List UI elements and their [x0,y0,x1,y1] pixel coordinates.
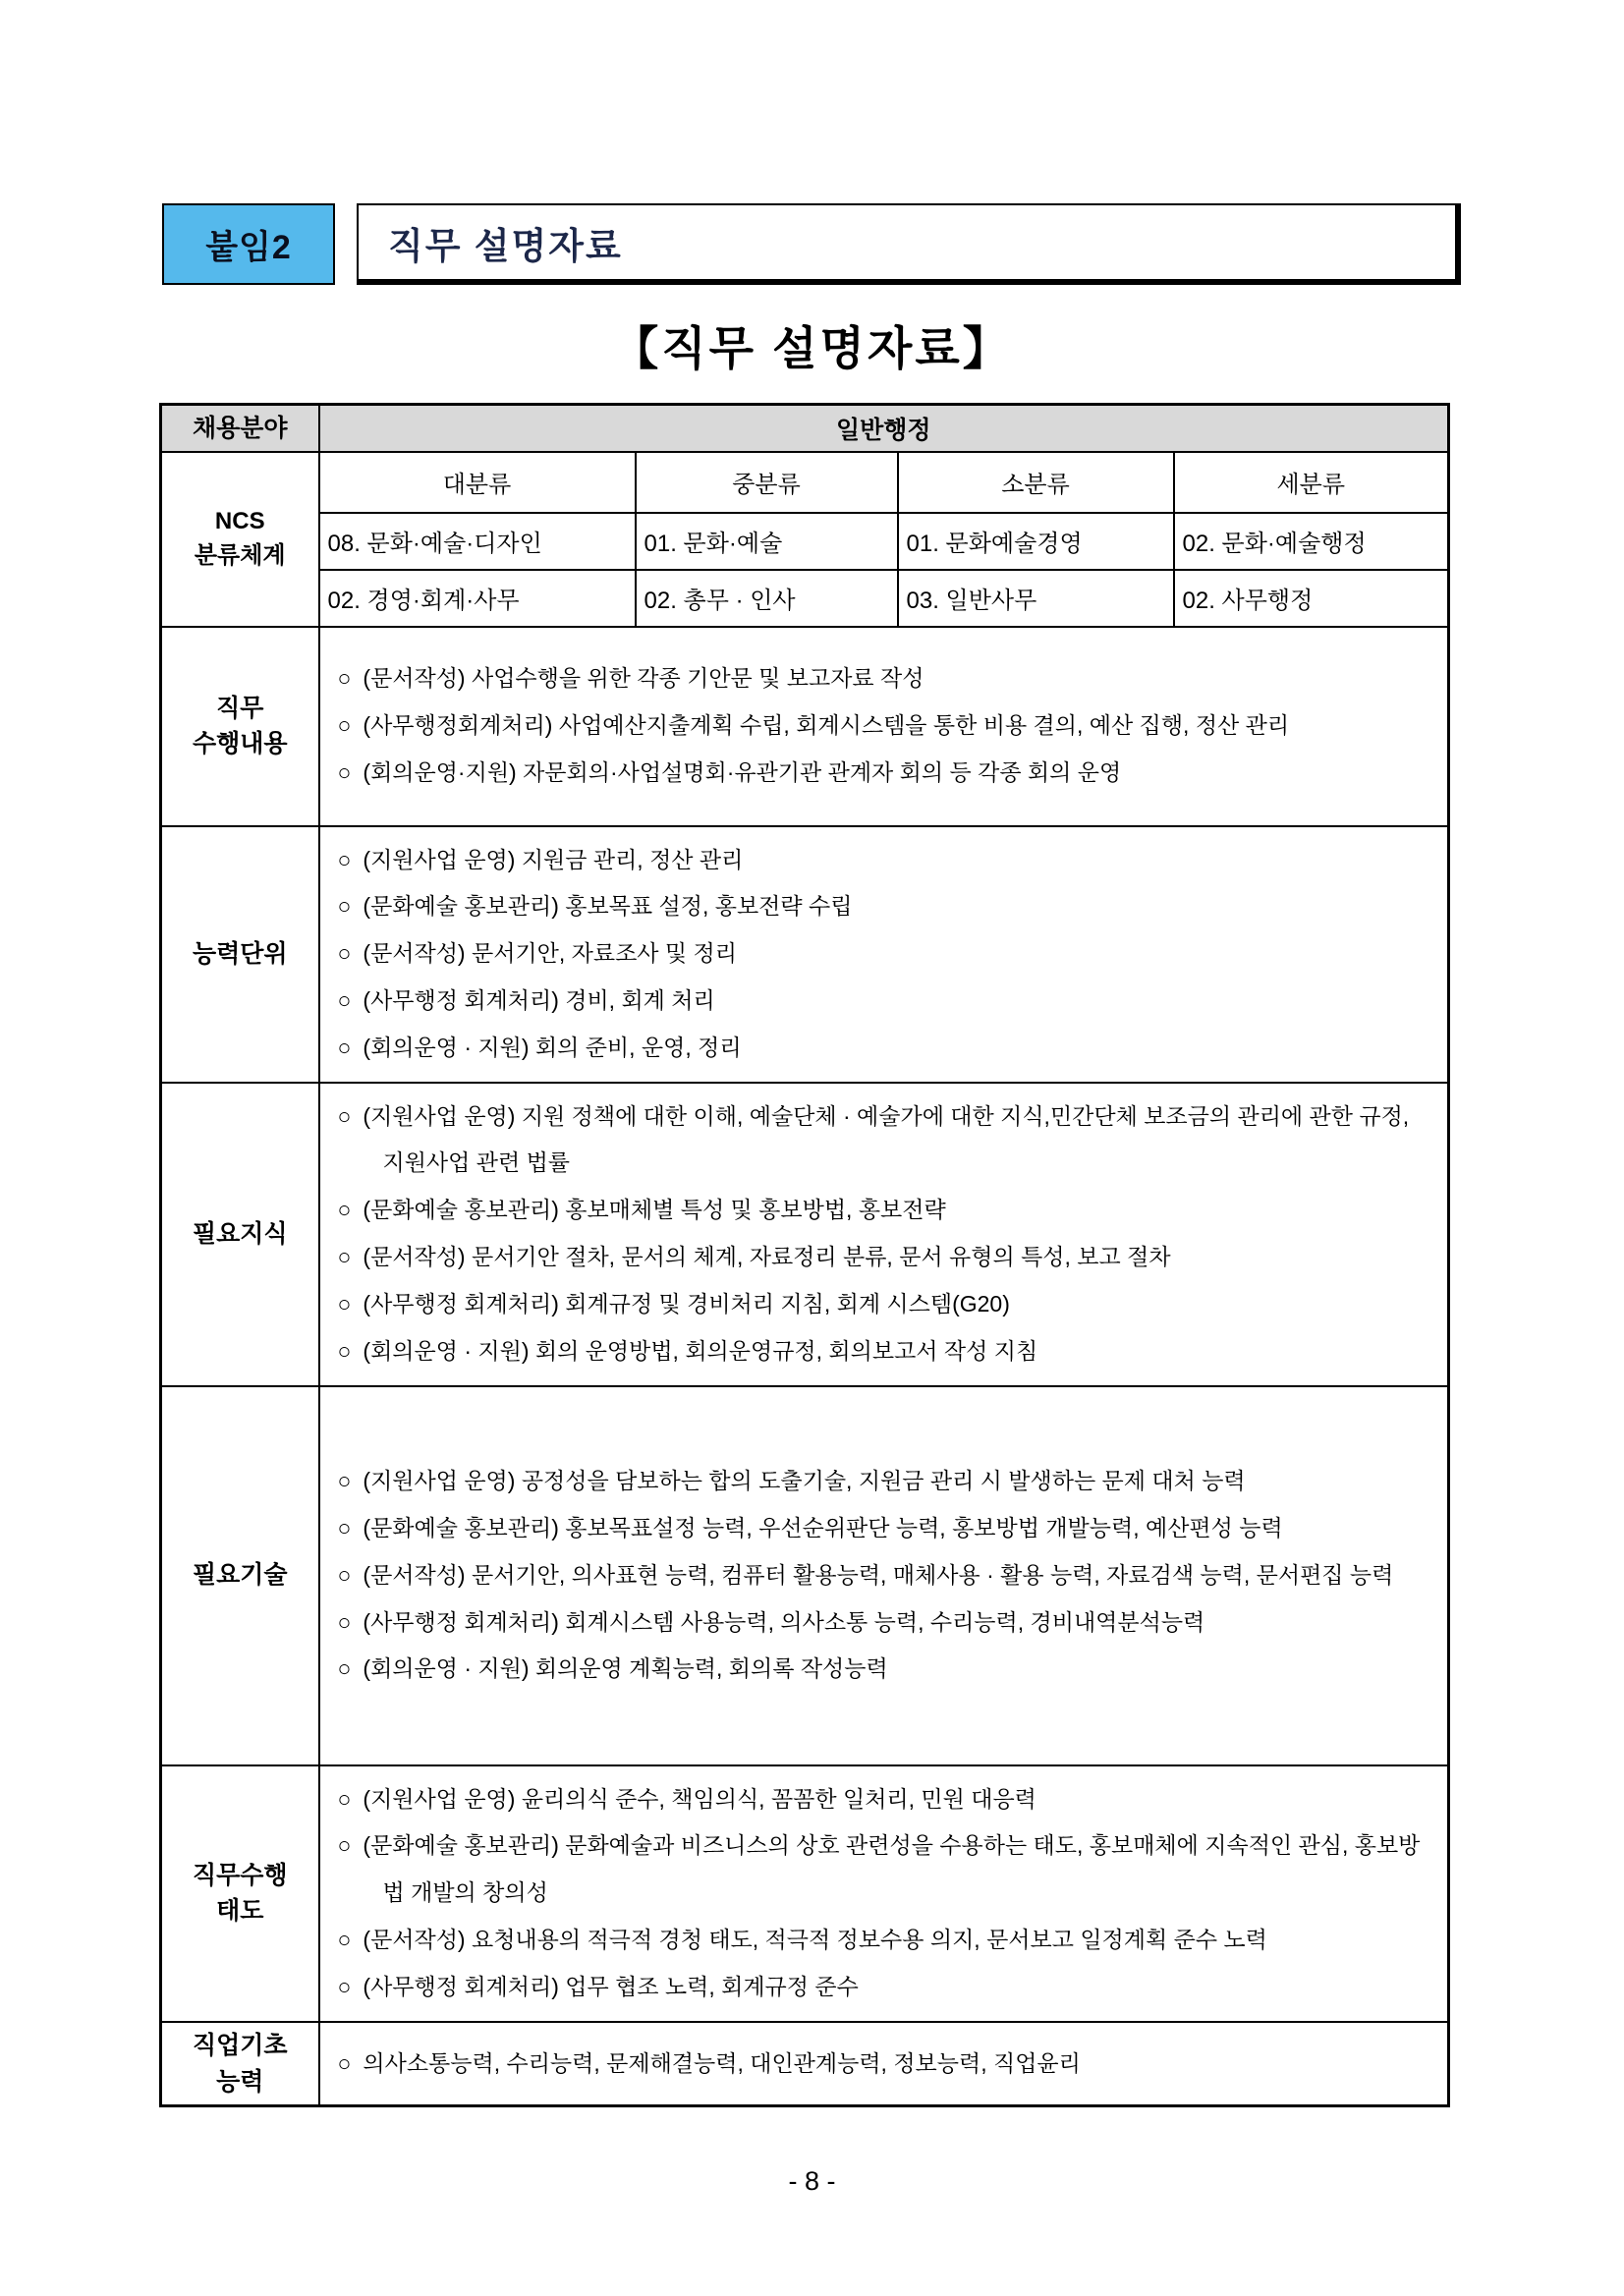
circle-bullet: ○ [337,1973,352,1999]
table-row [161,1386,1449,1765]
circle-bullet: ○ [337,1655,352,1682]
list-item: ○ (회의운영·지원) 자문회의·사업설명회·유관기관 관계자 회의 등 각종 회의 운영 [337,758,1122,785]
ncs-cell: 02. 사무행정 [1174,570,1449,627]
circle-bullet: ○ [337,1561,352,1588]
list-item: ○ (지원사업 운영) 지원 정책에 대한 이해, 예술단체 · 예술가에 대한 지식,민간단체 보조금의 관리에 관한 규정, 지원사업 관련 법률 [337,1102,1410,1176]
section-content-duties [319,627,1449,826]
recruit-field-value: 일반행정 [319,405,1449,452]
list-item: ○ (사무행정 회계처리) 경비, 회계 처리 [337,986,715,1013]
section-content-required-skills [319,1386,1449,1765]
document-title-box [357,203,1461,285]
attachment-badge: 붙임2 [162,203,335,285]
ncs-cell: 08. 문화·예술·디자인 [319,513,636,570]
list-item: ○ (문화예술 홍보관리) 홍보목표 설정, 홍보전략 수립 [337,893,853,920]
list-item: ○ (지원사업 운영) 윤리의식 준수, 책임의식, 꼼꼼한 일처리, 민원 대응력 [337,1785,1036,1812]
table-row [161,1083,1449,1386]
circle-bullet: ○ [337,1034,352,1060]
list-item: ○ (사무행정회계처리) 사업예산지출계획 수립, 회계시스템을 통한 비용 결의, 예산 집행, 정산 관리 [337,712,1290,739]
circle-bullet: ○ [337,665,352,692]
list-item: ○ (문서작성) 문서기안 절차, 문서의 체계, 자료정리 분류, 문서 유형의 특성, 보고 절차 [337,1244,1171,1270]
circle-bullet: ○ [337,1785,352,1812]
ncs-cell: 02. 문화·예술행정 [1174,513,1449,570]
list-item: ○ (사무행정 회계처리) 회계규정 및 경비처리 지침, 회계 시스템(G20) [337,1290,1010,1316]
row-label-competency-units: 능력단위 [161,826,319,1083]
list-item: ○ (회의운영 · 지원) 회의 준비, 운영, 정리 [337,1034,742,1060]
table-row [161,570,1449,627]
list-item: ○ (문화예술 홍보관리) 문화예술과 비즈니스의 상호 관련성을 수용하는 태도, 홍보매체에 지속적인 관심, 홍보방법 개발의 창의성 [337,1832,1421,1906]
row-label-basic-abilities: 직업기초 능력 [161,2022,319,2106]
table-row [161,513,1449,570]
list-item: ○ (회의운영 · 지원) 회의운영 계획능력, 회의록 작성능력 [337,1655,888,1682]
circle-bullet: ○ [337,1102,352,1129]
circle-bullet: ○ [337,1197,352,1223]
circle-bullet: ○ [337,2049,352,2076]
section-content-required-knowledge [319,1083,1449,1386]
circle-bullet: ○ [337,1514,352,1540]
list-item: ○ (회의운영 · 지원) 회의 운영방법, 회의운영규정, 회의보고서 작성 지침 [337,1337,1038,1364]
circle-bullet: ○ [337,758,352,785]
list-item: ○ (사무행정 회계처리) 회계시스템 사용능력, 의사소통 능력, 수리능력, 경비내역분석능력 [337,1608,1205,1635]
circle-bullet: ○ [337,1337,352,1364]
ncs-cell: 01. 문화예술경영 [898,513,1174,570]
ncs-col-header: 세분류 [1174,452,1449,513]
list-item: ○ (문서작성) 요청내용의 적극적 경청 태도, 적극적 정보수용 의지, 문서보고 일정계획 준수 노력 [337,1927,1267,1953]
document-title-text: 직무 설명자료 [388,225,623,266]
ncs-col-header: 중분류 [636,452,898,513]
section-content-competency-units [319,826,1449,1083]
table-row [161,452,1449,513]
circle-bullet: ○ [337,893,352,920]
circle-bullet: ○ [337,1832,352,1859]
circle-bullet: ○ [337,986,352,1013]
circle-bullet: ○ [337,712,352,739]
table-row [161,405,1449,452]
recruit-field-label: 채용분야 [161,405,319,452]
page-number: - 8 - [788,2166,836,2196]
circle-bullet: ○ [337,1244,352,1270]
circle-bullet: ○ [337,1290,352,1316]
ncs-cell: 03. 일반사무 [898,570,1174,627]
table-row [161,826,1449,1083]
row-label-ncs: NCS 분류체계 [161,452,319,627]
ncs-cell: 01. 문화·예술 [636,513,898,570]
job-description-table [159,403,1450,2107]
ncs-col-header: 소분류 [898,452,1174,513]
row-label-duties: 직무 수행내용 [161,627,319,826]
list-item: ○ (문서작성) 문서기안, 의사표현 능력, 컴퓨터 활용능력, 매체사용 · 활용 능력, 자료검색 능력, 문서편집 능력 [337,1561,1394,1588]
list-item: ○ (사무행정 회계처리) 업무 협조 노력, 회계규정 준수 [337,1973,859,1999]
list-item: ○ (문화예술 홍보관리) 홍보매체별 특성 및 홍보방법, 홍보전략 [337,1197,946,1223]
ncs-cell: 02. 총무 · 인사 [636,570,898,627]
row-label-required-knowledge: 필요지식 [161,1083,319,1386]
list-item: ○ (지원사업 운영) 지원금 관리, 정산 관리 [337,846,744,872]
circle-bullet: ○ [337,1608,352,1635]
table-row [161,2022,1449,2106]
list-item: ○ (문서작성) 문서기안, 자료조사 및 정리 [337,940,737,967]
section-content-basic-abilities [319,2022,1449,2106]
circle-bullet: ○ [337,1927,352,1953]
attachment-header [162,203,1461,285]
page-title: 【직무 설명자료】 [612,322,1012,374]
row-label-required-skills: 필요기술 [161,1386,319,1765]
list-item: ○ (문서작성) 사업수행을 위한 각종 기안문 및 보고자료 작성 [337,665,924,692]
circle-bullet: ○ [337,846,352,872]
table-row [161,1765,1449,2022]
section-content-work-attitude [319,1765,1449,2022]
list-item: ○ (지원사업 운영) 공정성을 담보하는 합의 도출기술, 지원금 관리 시 발생하는 문제 대처 능력 [337,1468,1246,1494]
circle-bullet: ○ [337,940,352,967]
list-item: ○ 의사소통능력, 수리능력, 문제해결능력, 대인관계능력, 정보능력, 직업윤리 [337,2049,1081,2076]
circle-bullet: ○ [337,1468,352,1494]
ncs-col-header: 대분류 [319,452,636,513]
list-item: ○ (문화예술 홍보관리) 홍보목표설정 능력, 우선순위판단 능력, 홍보방법 개발능력, 예산편성 능력 [337,1514,1283,1540]
ncs-cell: 02. 경영·회계·사무 [319,570,636,627]
row-label-work-attitude: 직무수행 태도 [161,1765,319,2022]
table-row [161,627,1449,826]
